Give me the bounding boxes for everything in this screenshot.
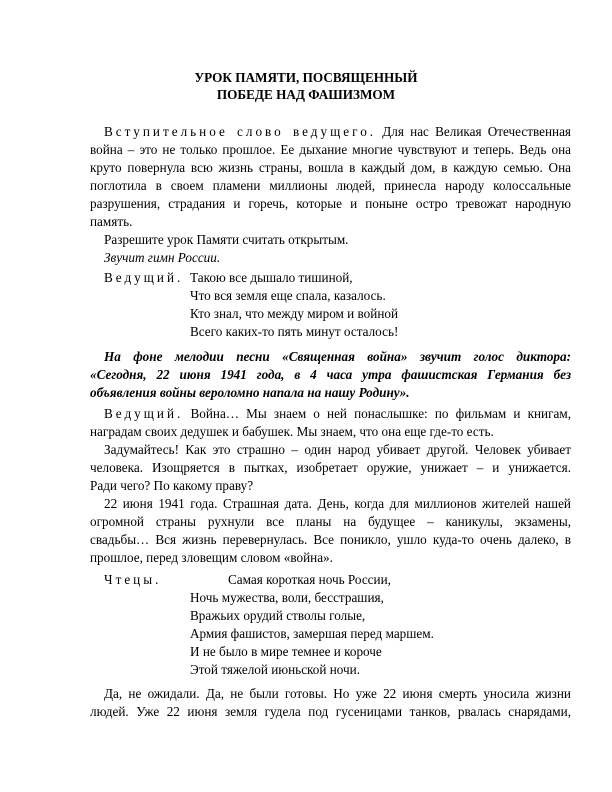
intro-line-6: память. xyxy=(90,214,133,229)
leader-2-text-1: Война… Мы знаем о ней понаслышке: по фильмам и книгам, xyxy=(190,406,571,421)
date-line-3: свадьбы… Вся жизнь перевернулась. Все поникло, ушло куда-то очень далеко, в xyxy=(90,532,571,547)
leader-2-line-2: наградам своих дедушек и бабушек. Мы знаем, что она еще где-то есть. xyxy=(90,424,494,439)
leader-2-speaker: Ведущий. xyxy=(104,406,184,421)
intro-text-1: Для нас Великая Отечественная xyxy=(382,124,571,139)
final-text-1: Да, не ожидали. Да, не были готовы. Но уже 22 июня смерть уносила жизни xyxy=(104,686,571,701)
announcer-text-1: На фоне мелодии песни «Священная война» звучит голос диктора: xyxy=(104,349,571,364)
final-line-1 xyxy=(90,686,571,702)
announcer-line-1 xyxy=(90,349,571,365)
leader-1-speaker: Ведущий. xyxy=(104,270,184,285)
think-line-3: Ради чего? По какому праву? xyxy=(90,478,254,493)
reader-speaker: Чтецы. xyxy=(104,572,162,587)
title-line-2: ПОБЕДЕ НАД ФАШИЗМОМ xyxy=(216,87,396,102)
reader-verse-6: Этой тяжелой июньской ночи. xyxy=(190,662,361,677)
date-text-1: 22 июня 1941 года. Страшная дата. День, когда для миллионов жителей нашей xyxy=(104,496,571,511)
reader-verse-5: И не было в мире темнее и короче xyxy=(190,644,382,659)
intro-label: Вступительное слово ведущего. xyxy=(104,124,377,139)
leader-1-verse-1: Такою все дышало тишиной, xyxy=(190,270,353,285)
intro-line-5: разрушения, страдания и горечь, которые и поныне остро тревожат народную xyxy=(90,196,571,211)
announcer-line-2: «Сегодня, 22 июня 1941 года, в 4 часа утра фашистская Германия без xyxy=(90,367,571,382)
open-line: Разрешите урок Памяти считать открытым. xyxy=(104,232,349,247)
leader-1-verse-2: Что вся земля еще спала, казалось. xyxy=(190,288,386,303)
reader-verse-3: Вражьих орудий стволы голые, xyxy=(190,608,366,623)
intro-line-2: война – это не только прошлое. Ее дыхание многие чувствуют и теперь. Ведь она xyxy=(90,142,571,157)
reader-verse-4: Армия фашистов, замершая перед маршем. xyxy=(190,626,434,641)
date-line-1 xyxy=(90,496,571,512)
leader-1-verse-4: Всего каких-то пять минут осталось! xyxy=(190,324,399,339)
intro-line-1 xyxy=(90,124,571,140)
intro-line-3: круто повернула всю жизнь страны, вошла в каждый дом, в каждую семью. Она xyxy=(90,160,571,175)
date-line-2: огромной страны рухнули все планы на будущее – каникулы, экзамены, xyxy=(90,514,571,529)
final-line-2: людей. Уже 22 июня земля гудела под гусеницами танков, рвалась снарядами, xyxy=(90,704,571,719)
intro-line-4: поглотила в своем пламени миллионы людей, принесла народу колоссальные xyxy=(90,178,571,193)
reader-verse-1: Самая короткая ночь России, xyxy=(228,572,391,587)
announcer-line-3: объявления войны вероломно напала на нашу Родину». xyxy=(90,385,410,400)
think-text-1: Задумайтесь! Как это страшно – один народ убивает другой. Человек убивает xyxy=(104,442,571,457)
anthem-line: Звучит гимн России. xyxy=(104,250,221,265)
reader-verse-2: Ночь мужества, воли, бесстрашия, xyxy=(190,590,384,605)
date-line-4: прошлое, перед зловещим словом «война». xyxy=(90,550,333,565)
leader-2-line-1 xyxy=(90,406,571,422)
think-line-2: человека. Изощряется в пытках, изобретает оружие, унижает – и унижается. xyxy=(90,460,571,475)
leader-1-verse-3: Кто знал, что между миром и войной xyxy=(190,306,399,321)
think-line-1 xyxy=(90,442,571,458)
title-line-1: УРОК ПАМЯТИ, ПОСВЯЩЕННЫЙ xyxy=(194,70,418,85)
